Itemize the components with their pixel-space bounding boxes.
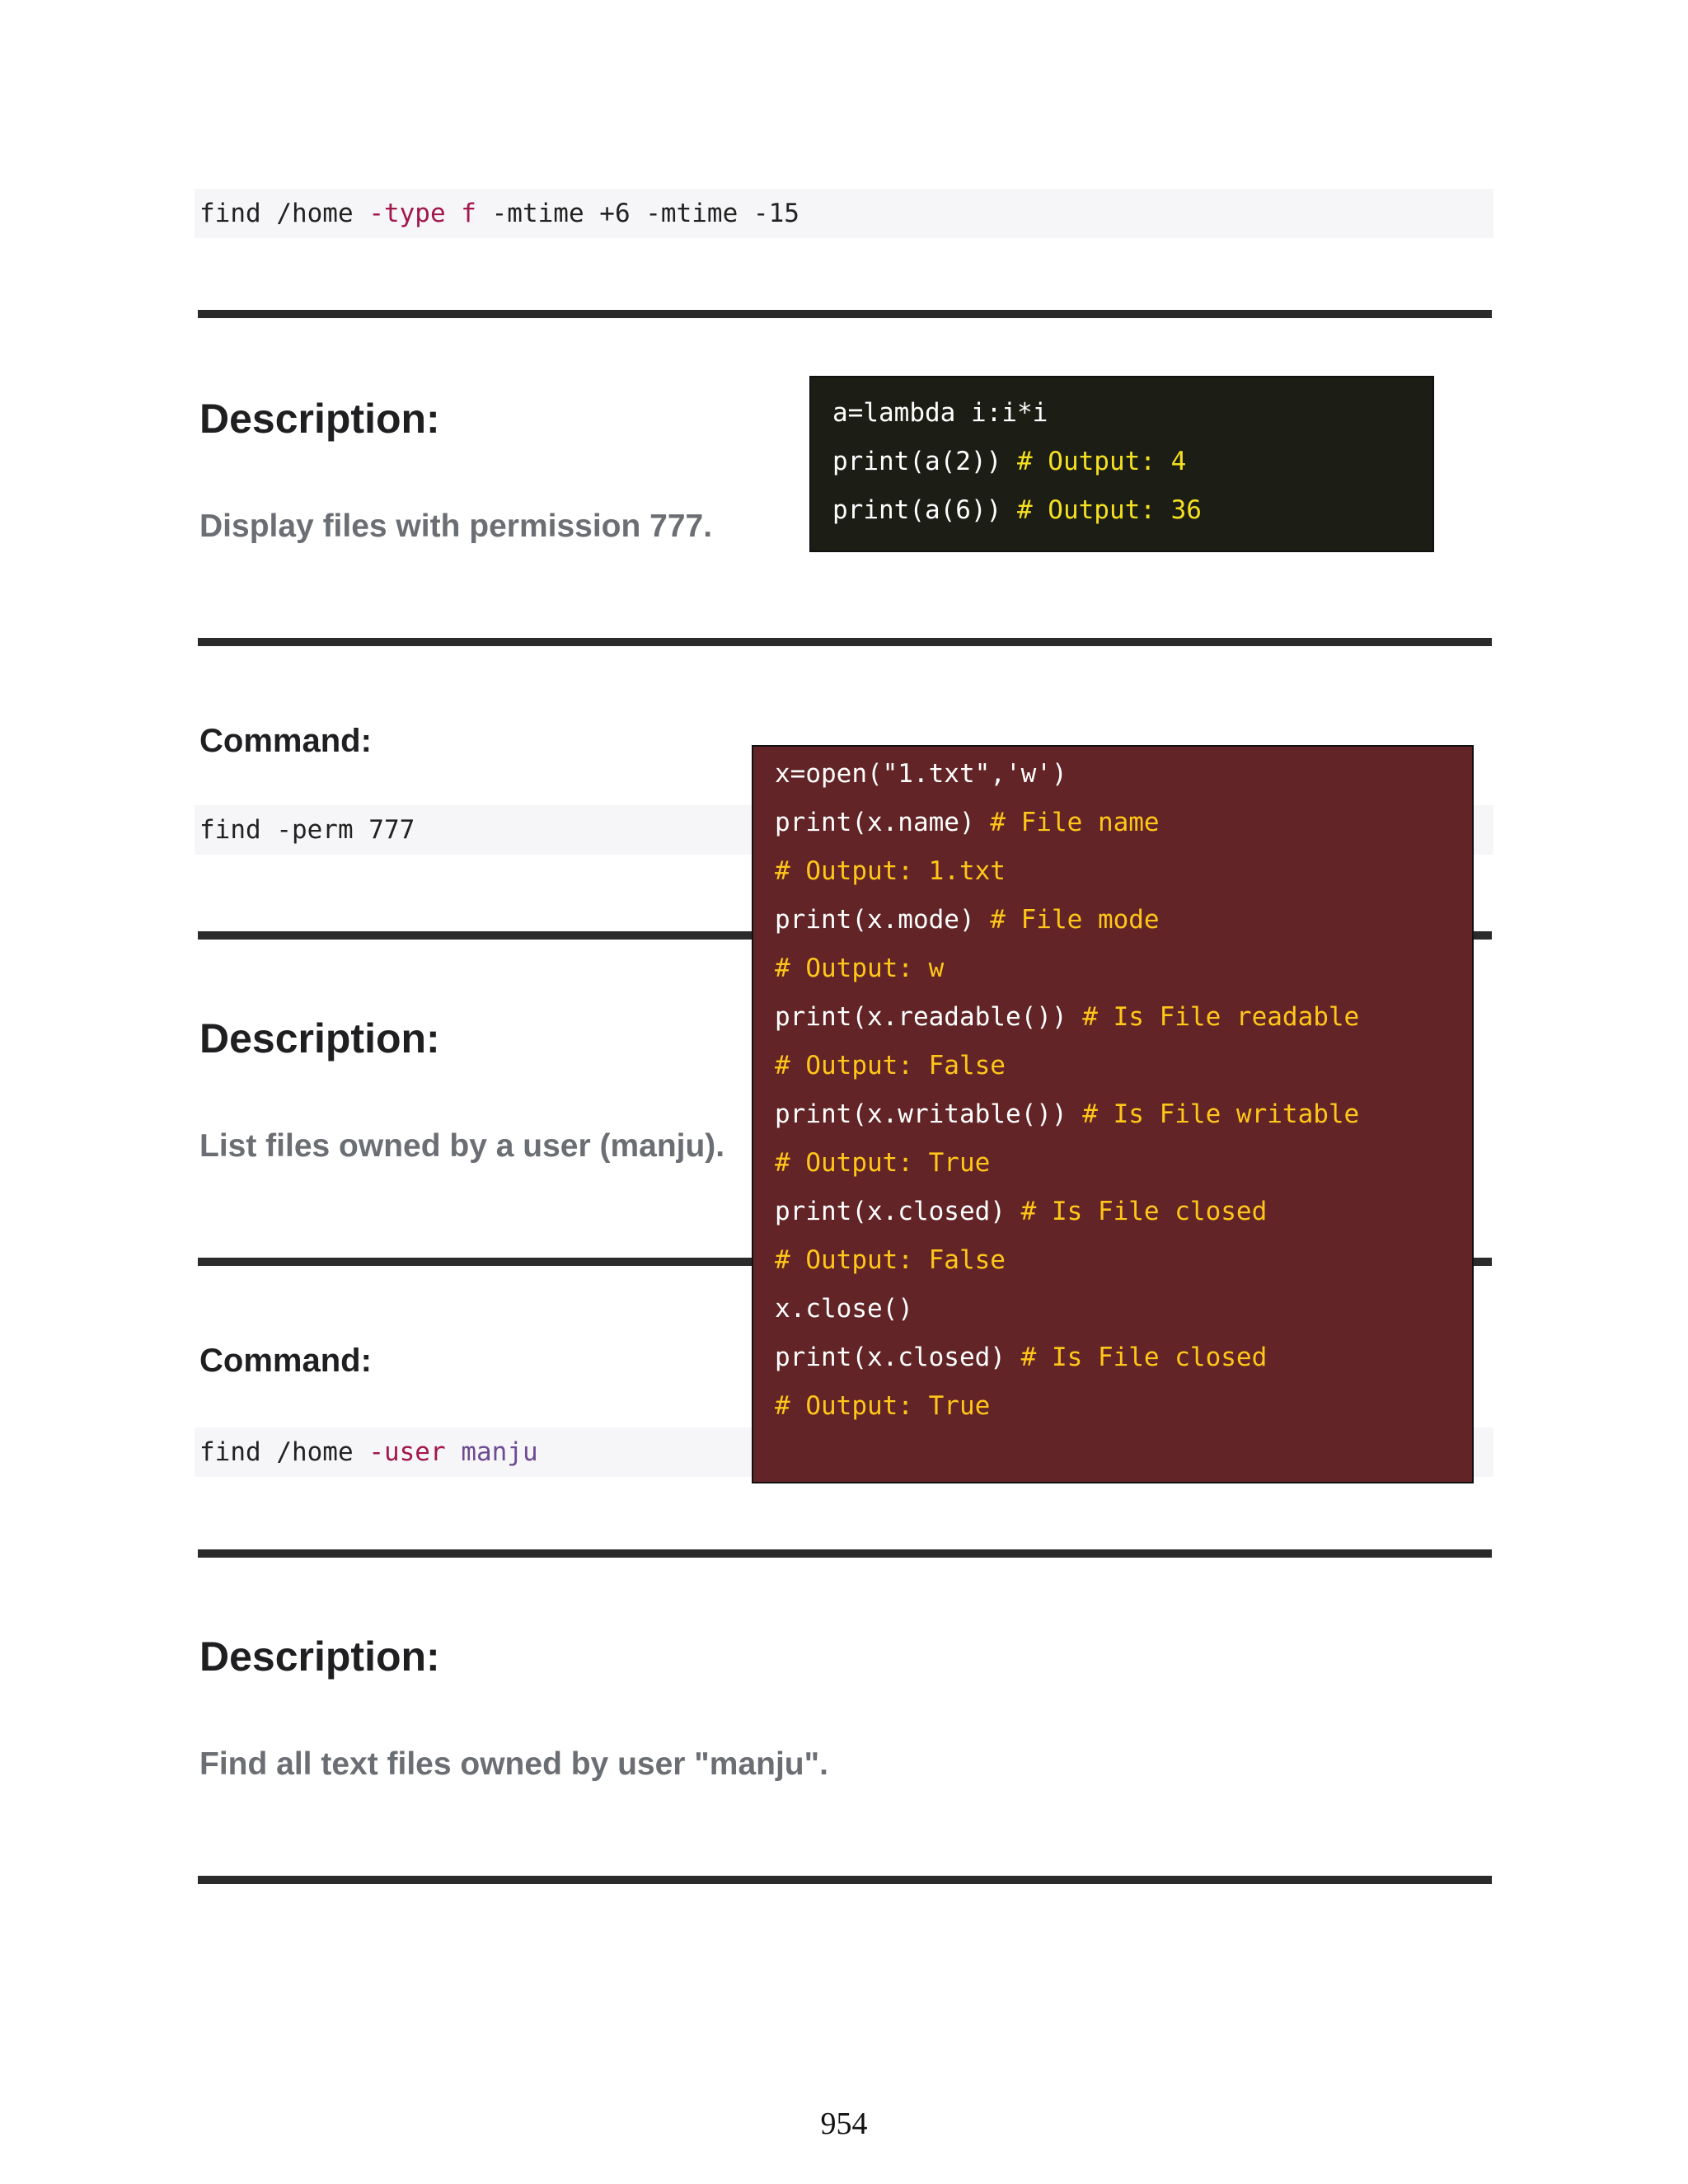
code-line: [775, 944, 1472, 993]
page-number: 954: [820, 2107, 868, 2141]
section-divider: [198, 1876, 1492, 1884]
code-line: [832, 438, 1432, 486]
command-option: -user: [368, 1437, 446, 1467]
code-comment: # Output: 36: [1016, 495, 1202, 525]
code-comment: # Output: True: [775, 1391, 991, 1421]
code-comment: # Output: True: [775, 1148, 991, 1178]
code-text: print(x.mode): [775, 905, 991, 935]
section-divider: [198, 1549, 1492, 1558]
code-line: [775, 1285, 1472, 1333]
code-comment: # Is File writable: [1082, 1099, 1360, 1129]
code-text: print(x.closed): [775, 1197, 1021, 1226]
code-line: [775, 896, 1472, 944]
code-line: [775, 1382, 1472, 1431]
command-text: find /home: [199, 1437, 369, 1467]
section-heading: Description:: [199, 1633, 440, 1680]
code-comment: # Is File readable: [1082, 1002, 1360, 1032]
code-comment: # Output: 4: [1016, 447, 1187, 476]
command-block-mtime: [195, 189, 1493, 238]
code-line: [832, 486, 1432, 535]
description-text: List files owned by a user (manju).: [199, 1128, 725, 1164]
code-line: [775, 1188, 1472, 1236]
section-divider: [198, 310, 1492, 318]
code-line: [832, 389, 1432, 438]
description-text: Display files with permission 777.: [199, 509, 713, 544]
section-heading: Description:: [199, 396, 440, 442]
section-heading: Command:: [199, 1343, 372, 1379]
code-comment: # Output: False: [775, 1245, 1006, 1275]
code-comment: # Output: False: [775, 1051, 1006, 1080]
code-text: a=lambda i:i*i: [832, 398, 1048, 428]
code-text: print(a(2)): [832, 447, 1017, 476]
code-line: [775, 993, 1472, 1042]
code-text: print(x.closed): [775, 1343, 1021, 1372]
code-comment: # File name: [990, 808, 1160, 837]
code-line: [775, 1236, 1472, 1285]
command-option: -type f: [368, 199, 476, 228]
code-comment: # Output: 1.txt: [775, 856, 1006, 886]
code-line: [775, 799, 1472, 847]
lambda-code-box: [809, 376, 1434, 552]
code-line: [775, 1333, 1472, 1382]
code-text: print(a(6)): [832, 495, 1017, 525]
code-comment: # Output: w: [775, 954, 945, 983]
code-line: [775, 750, 1472, 799]
code-line: [775, 1042, 1472, 1090]
section-heading: Command:: [199, 723, 372, 759]
code-line: [775, 1090, 1472, 1139]
code-text: x.close(): [775, 1294, 913, 1324]
description-text: Find all text files owned by user "manju".: [199, 1746, 828, 1782]
command-text: find /home: [199, 199, 369, 228]
code-text: print(x.readable()): [775, 1002, 1083, 1032]
code-comment: # File mode: [990, 905, 1160, 935]
command-argument: manju: [461, 1437, 538, 1467]
command-text: find -perm 777: [199, 815, 415, 845]
section-divider: [198, 638, 1492, 646]
code-comment: # Is File closed: [1020, 1343, 1268, 1372]
code-comment: # Is File closed: [1020, 1197, 1268, 1226]
code-text: print(x.name): [775, 808, 991, 837]
code-line: [775, 847, 1472, 896]
code-line: [775, 1139, 1472, 1188]
command-args: -mtime +6 -mtime -15: [476, 199, 799, 228]
code-text: print(x.writable()): [775, 1099, 1083, 1129]
section-heading: Description:: [199, 1015, 440, 1062]
code-text: x=open("1.txt",'w'): [775, 759, 1067, 789]
file-code-box: [752, 745, 1474, 1483]
